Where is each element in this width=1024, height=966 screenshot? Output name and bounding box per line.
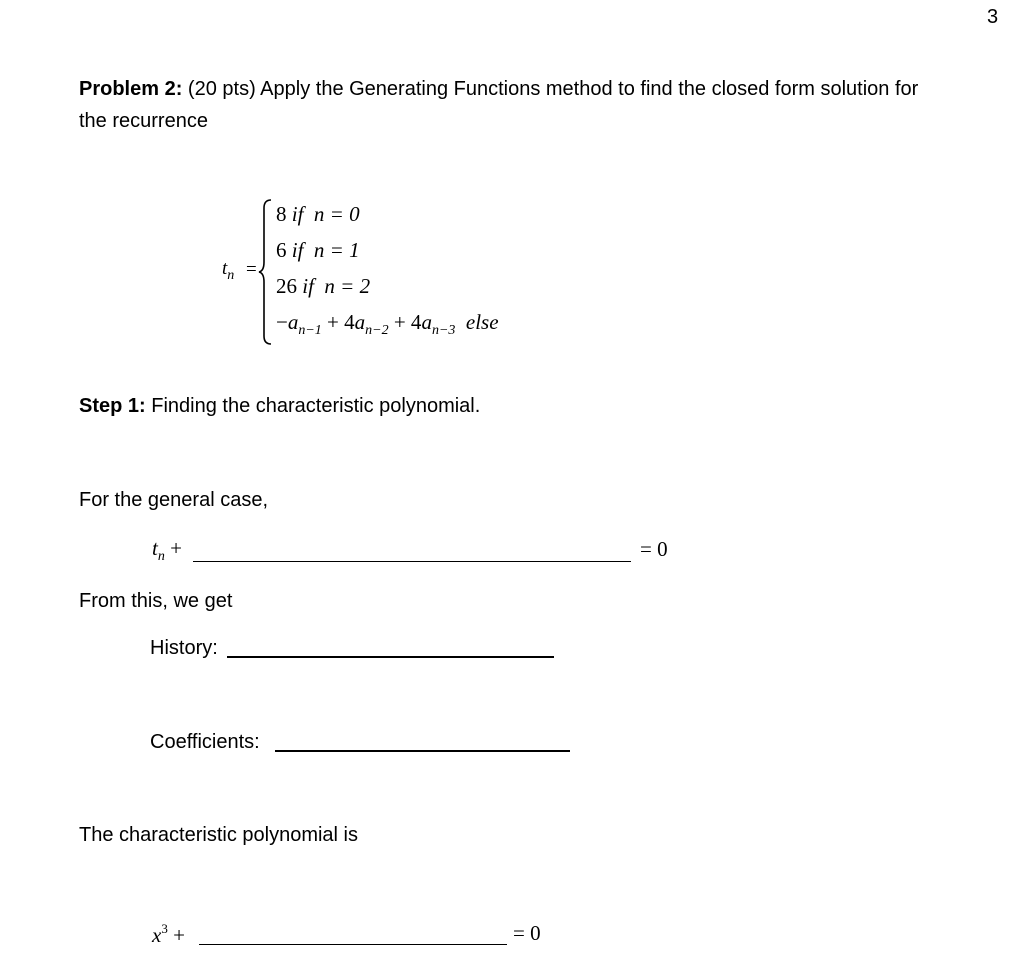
problem-text-line1: (20 pts) Apply the Generating Functions method to find the closed form solution for <box>187 78 919 100</box>
general-case-rhs: = 0 <box>640 537 668 561</box>
page-number: 3 <box>987 6 999 28</box>
case-row-general: $-a_{n-1} + 4a_{n-2} + 4a_{n-3}$ else <box>276 310 499 338</box>
history-label: History: <box>150 637 218 659</box>
general-case-intro: For the general case, <box>79 489 268 511</box>
char-poly-rhs: = 0 <box>513 921 541 945</box>
char-poly-answer-blank[interactable] <box>199 944 507 945</box>
coefficients-label: Coefficients: <box>150 731 260 753</box>
recurrence-lhs: $t_n$ <box>222 258 235 283</box>
case-row-2: 26 if n = 2 <box>276 274 371 298</box>
history-answer-blank[interactable] <box>227 656 554 658</box>
step1-heading <box>79 395 480 418</box>
derived-intro: From this, we get <box>79 590 233 612</box>
char-poly-intro: The characteristic polynomial is <box>79 824 358 846</box>
problem-statement <box>79 78 918 101</box>
left-brace-icon <box>258 198 272 346</box>
case-row-1: 6 if n = 1 <box>276 238 360 262</box>
step1-text: Finding the characteristic polynomial. <box>151 395 481 417</box>
case-row-0: 8 if n = 0 <box>276 202 360 226</box>
step1-label: Step 1: <box>79 395 146 417</box>
problem-text-line2: the recurrence <box>79 110 208 132</box>
recurrence-equals: = <box>246 259 257 280</box>
problem-label: Problem 2: <box>79 78 183 100</box>
coefficients-answer-blank[interactable] <box>275 750 570 752</box>
char-poly-lhs: $x^3$ + <box>152 921 185 947</box>
general-case-answer-blank[interactable] <box>193 561 631 562</box>
general-case-lhs: $t_n$ + <box>152 536 182 564</box>
